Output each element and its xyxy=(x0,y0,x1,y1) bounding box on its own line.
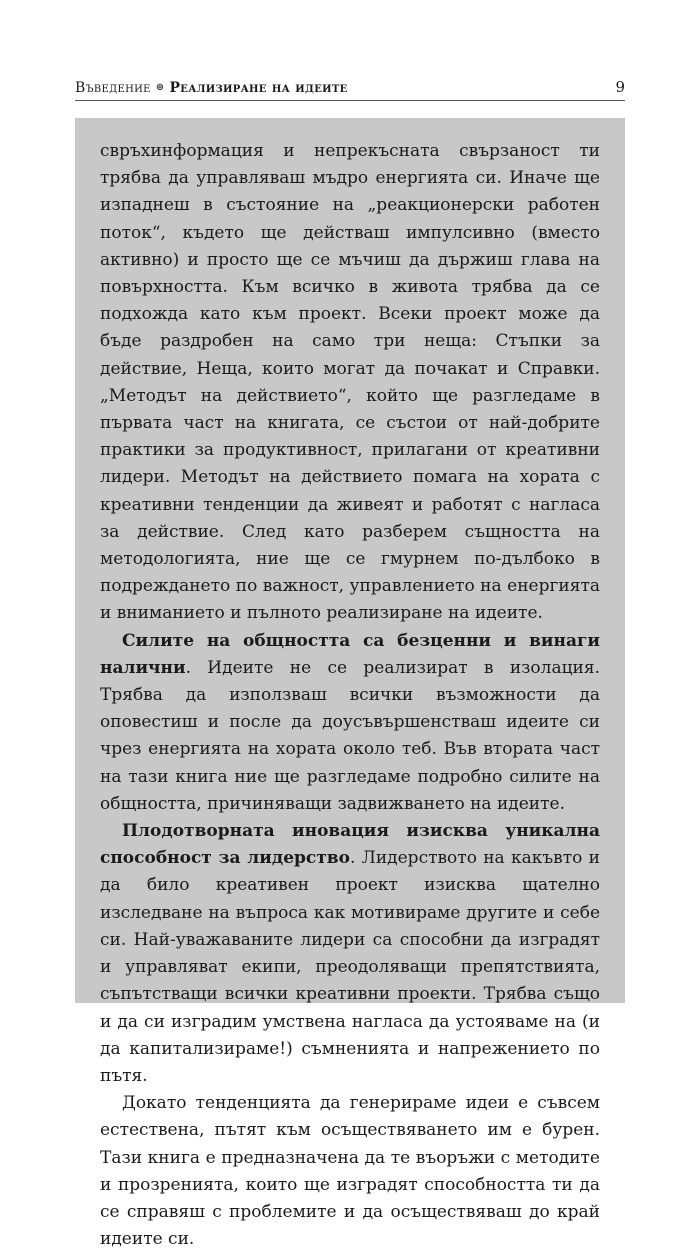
chapter-title: Въведение xyxy=(75,80,151,96)
page-number: 9 xyxy=(615,78,625,96)
running-head xyxy=(75,80,348,96)
shaded-text-box xyxy=(75,118,625,1250)
paragraph-3-text: . Лидерството на какъвто и да било креативен проект изисква щателно изследване на въпроса как мотивираме другите и себе си. Най-уважаваните лидери са способни да изградят и управляват екипи, преодоляващи препятствията, съпътстващи всички креативни проекти. Трябва също и да си изградим умствена нагласа да устояваме на (и да капитализираме!) съмненията и напрежението по пътя. xyxy=(100,848,600,1086)
paragraph-2 xyxy=(100,628,600,818)
ornament-separator: ⊛ xyxy=(155,81,165,93)
paragraph-3 xyxy=(100,818,600,1090)
paragraph-2-text: . Идеите не се реализират в изолация. Трябва да използваш всички възможности да оповестиш и после да доусъвършенстваш идеите си чрез енергията на хората около теб. Във втората част на тази книга ние ще разгледаме подробно силите на общността, причиняващи задвижването на идеите. xyxy=(100,657,600,814)
paragraph-3-lead: Плодотворната иновация изисква уникална способност за лидерство xyxy=(100,821,600,869)
running-header xyxy=(75,70,625,101)
paragraph-2-lead: Силите на общността са безценни и винаги налични xyxy=(100,630,600,678)
section-title: Реализиране на идеите xyxy=(169,80,348,96)
paragraph-4: Докато тенденцията да генерираме идеи е съвсем естествена, пътят към осъществяването им е бурен. Тази книга е предназначена да те въоръжи с методите и прозренията, които ще изградят способността ти да се справяш с проблемите и да осъществяваш до край идеите си. xyxy=(100,1093,600,1250)
paragraph-1: свръхинформация и непрекъсната свързаност ти трябва да управляваш мъдро енергията си. Иначе ще изпаднеш в състояние на „реакционерски работен поток“, където ще действаш импулсивно (вместо активно) и просто ще се мъчиш да държиш глава на повърхността. Към всичко в живота трябва да се подхожда като към проект. Всеки проект може да бъде раздробен на само три неща: Стъпки за действие, Неща, които могат да почакат и Справки. „Методът на действието“, който ще разгледаме в първата част на книгата, се състои от най-добрите практики за продуктивност, прилагани от креативни лидери. Методът на действието помага на хората с креативни тенденции да живеят и работят с нагласа за действие. След като разберем същността на методологията, ние ще се гмурнем по-дълбоко в подреждането по важност, управлението на енергията и вниманието и пълното реализиране на идеите. xyxy=(100,141,600,624)
